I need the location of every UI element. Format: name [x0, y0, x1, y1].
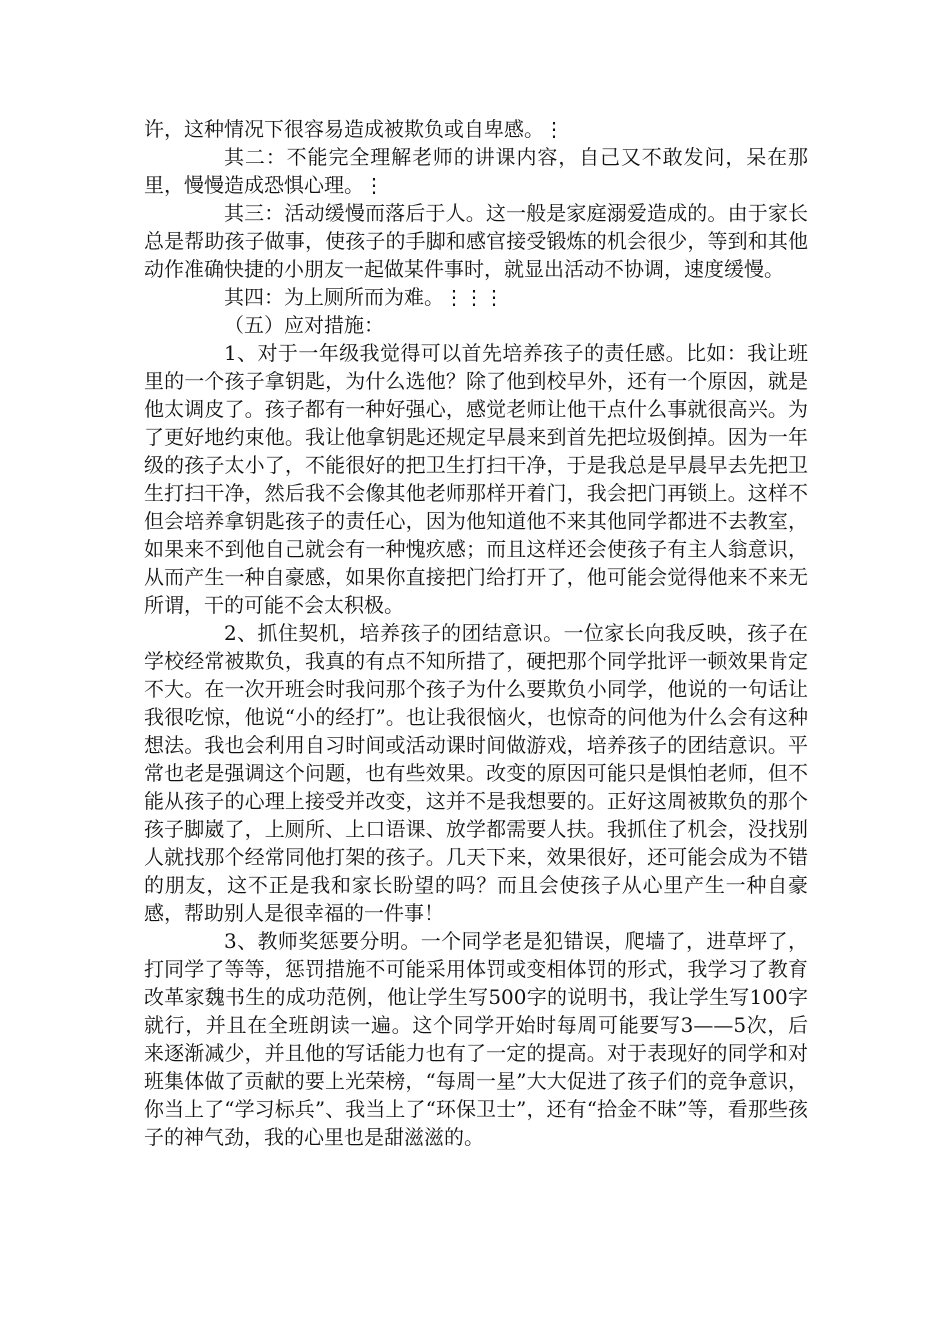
paragraph-measure-two: 2、抓住契机，培养孩子的团结意识。一位家长向我反映，孩子在学校经常被欺负，我真的有点不知所措了，硬把那个同学批评一顿效果肯定不大。在一次开班会时我问那个孩子为什么要欺负小同学，他说的一句话让我很吃惊，他说“小的经打”。也让我很恼火，也惊奇的问他为什么会有这种想法。我也会利用自习时间或活动课时间做游戏，培养孩子的团结意识。平常也老是强调这个问题，也有些效果。改变的原因可能只是惧怕老师，但不能从孩子的心理上接受并改变，这并不是我想要的。正好这周被欺负的那个孩子脚崴了，上厕所、上口语课、放学都需要人扶。我抓住了机会，没找别人就找那个经常同他打架的孩子。几天下来，效果很好，还可能会成为不错的朋友，这不正是我和家长盼望的吗？而且会使孩子从心里产生一种自豪感，帮助别人是很幸福的一件事！ [144, 621, 808, 925]
paragraph-measure-one: 1、对于一年级我觉得可以首先培养孩子的责任感。比如：我让班里的一个孩子拿钥匙，为什么选他？除了他到校早外，还有一个原因，就是他太调皮了。孩子都有一种好强心，感觉老师让他干点什么事就很高兴。为了更好地约束他。我让他拿钥匙还规定早晨来到首先把垃圾倒掉。因为一年级的孩子太小了，不能很好的把卫生打扫干净，于是我总是早晨早去先把卫生打扫干净，然后我不会像其他老师那样开着门，我会把门再锁上。这样不但会培养拿钥匙孩子的责任心，因为他知道他不来其他同学都进不去教室，如果来不到他自己就会有一种愧疚感；而且这样还会使孩子有主人翁意识，从而产生一种自豪感，如果你直接把门给打开了，他可能会觉得他来不来无所谓，干的可能不会太积极。 [144, 341, 808, 617]
paragraph-reason-four: 其四：为上厕所而为难。⋮⋮⋮ [224, 285, 504, 309]
paragraph-continuation: 许，这种情况下很容易造成被欺负或自卑感。⋮ [144, 117, 564, 141]
paragraph-reason-three: 其三：活动缓慢而落后于人。这一般是家庭溺爱造成的。由于家长总是帮助孩子做事，使孩子的手脚和感官接受锻炼的机会很少，等到和其他动作准确快捷的小朋友一起做某件事时，就显出活动不协调，速度缓慢。 [144, 201, 808, 281]
paragraph-measure-three: 3、教师奖惩要分明。一个同学老是犯错误，爬墙了，进草坪了，打同学了等等，惩罚措施不可能采用体罚或变相体罚的形式，我学习了教育改革家魏书生的成功范例，他让学生写500字的说明书，我让学生写100字就行，并且在全班朗读一遍。这个同学开始时每周可能要写3——5次，后来逐渐减少，并且他的写话能力也有了一定的提高。对于表现好的同学和对班集体做了贡献的要上光荣榜，“每周一星”大大促进了孩子们的竞争意识，你当上了“学习标兵”、我当上了“环保卫士”，还有“拾金不昧”等，看那些孩子的神气劲，我的心里也是甜滋滋的。 [144, 929, 808, 1149]
document-page [144, 115, 808, 1151]
paragraph-reason-two: 其二：不能完全理解老师的讲课内容，自己又不敢发问，呆在那里，慢慢造成恐惧心理。⋮ [144, 145, 808, 197]
section-heading-measures: （五）应对措施： [224, 313, 384, 337]
